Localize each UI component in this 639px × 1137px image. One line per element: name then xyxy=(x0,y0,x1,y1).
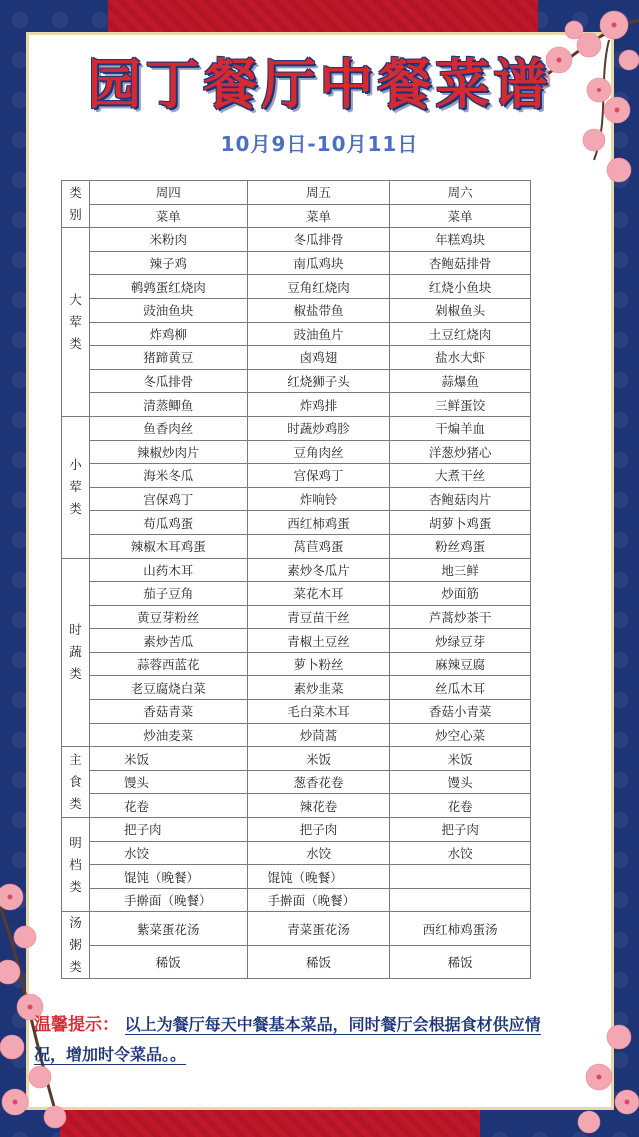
dish-cell: 大煮干丝 xyxy=(390,464,531,488)
dish-cell: 炸鸡排 xyxy=(247,393,390,417)
dish-cell: 豆角红烧肉 xyxy=(247,275,390,299)
category-char: 荤 xyxy=(69,314,82,330)
table-row xyxy=(62,945,531,979)
dish-cell: 莴苣鸡蛋 xyxy=(247,534,390,558)
bottom-red-band xyxy=(60,1107,480,1137)
dish-cell: 毛白菜木耳 xyxy=(247,700,390,724)
dish-cell: 麻辣豆腐 xyxy=(390,652,531,676)
table-row xyxy=(62,322,531,346)
day-header: 周五 xyxy=(247,181,390,205)
table-row xyxy=(62,464,531,488)
table-row xyxy=(62,652,531,676)
warm-tip xyxy=(34,1010,564,1069)
dish-cell: 辣子鸡 xyxy=(89,251,247,275)
category-header-char: 类 xyxy=(69,185,82,201)
dish-cell: 红烧狮子头 xyxy=(247,369,390,393)
category-cell xyxy=(62,416,90,558)
category-cell xyxy=(62,558,90,747)
dish-cell: 水饺 xyxy=(247,841,390,865)
dish-cell: 米饭 xyxy=(390,747,531,771)
category-char: 大 xyxy=(69,292,82,308)
category-char: 时 xyxy=(69,622,82,638)
dish-cell: 把子肉 xyxy=(390,818,531,842)
menu-subheader: 菜单 xyxy=(247,204,390,228)
table-row xyxy=(62,440,531,464)
dish-cell: 素炒苦瓜 xyxy=(89,629,247,653)
dish-cell: 菜花木耳 xyxy=(247,582,390,606)
category-char: 类 xyxy=(69,501,82,517)
category-char: 荤 xyxy=(69,479,82,495)
dish-cell: 稀饭 xyxy=(390,945,531,979)
category-char: 类 xyxy=(69,959,82,975)
table-row xyxy=(62,369,531,393)
table-row xyxy=(62,841,531,865)
dish-cell: 南瓜鸡块 xyxy=(247,251,390,275)
dish-cell: 萝卜粉丝 xyxy=(247,652,390,676)
table-row xyxy=(62,912,531,946)
dish-cell: 把子肉 xyxy=(89,818,247,842)
dish-cell: 杏鲍菇肉片 xyxy=(390,487,531,511)
table-row xyxy=(62,511,531,535)
dish-cell xyxy=(390,888,531,912)
category-char: 食 xyxy=(69,774,82,790)
dish-cell: 地三鲜 xyxy=(390,558,531,582)
dish-cell: 水饺 xyxy=(390,841,531,865)
table-row xyxy=(62,346,531,370)
dish-cell: 冬瓜排骨 xyxy=(89,369,247,393)
dish-cell: 豆角肉丝 xyxy=(247,440,390,464)
dish-cell: 山药木耳 xyxy=(89,558,247,582)
dish-cell: 炒茼蒿 xyxy=(247,723,390,747)
dish-cell: 洋葱炒猪心 xyxy=(390,440,531,464)
dish-cell: 茄子豆角 xyxy=(89,582,247,606)
category-char: 主 xyxy=(69,752,82,768)
category-char: 明 xyxy=(69,834,82,850)
dish-cell: 炒面筋 xyxy=(390,582,531,606)
dish-cell: 馄饨（晚餐） xyxy=(89,865,247,889)
dish-cell: 老豆腐烧白菜 xyxy=(89,676,247,700)
dish-cell: 馒头 xyxy=(89,770,247,794)
dish-cell: 干煸羊血 xyxy=(390,416,531,440)
table-row xyxy=(62,298,531,322)
category-char: 小 xyxy=(69,457,82,473)
table-row xyxy=(62,794,531,818)
dish-cell: 稀饭 xyxy=(89,945,247,979)
category-cell xyxy=(62,912,90,979)
dish-cell: 土豆红烧肉 xyxy=(390,322,531,346)
dish-cell: 三鲜蛋饺 xyxy=(390,393,531,417)
dish-cell: 海米冬瓜 xyxy=(89,464,247,488)
table-row xyxy=(62,487,531,511)
dish-cell: 紫菜蛋花汤 xyxy=(89,912,247,946)
dish-cell: 辣花卷 xyxy=(247,794,390,818)
table-row xyxy=(62,747,531,771)
dish-cell: 芦蒿炒茶干 xyxy=(390,605,531,629)
dish-cell: 蒜蓉西蓝花 xyxy=(89,652,247,676)
table-row xyxy=(62,770,531,794)
dish-cell: 炸鸡柳 xyxy=(89,322,247,346)
table-row xyxy=(62,251,531,275)
table-row xyxy=(62,676,531,700)
dish-cell: 炒空心菜 xyxy=(390,723,531,747)
table-row xyxy=(62,865,531,889)
dish-cell: 青豆苗干丝 xyxy=(247,605,390,629)
dish-cell: 红烧小鱼块 xyxy=(390,275,531,299)
table-row xyxy=(62,818,531,842)
table-row xyxy=(62,582,531,606)
dish-cell: 宫保鸡丁 xyxy=(89,487,247,511)
day-header: 周四 xyxy=(89,181,247,205)
table-row xyxy=(62,228,531,252)
dish-cell: 清蒸鲫鱼 xyxy=(89,393,247,417)
category-char: 类 xyxy=(69,878,82,894)
dish-cell: 冬瓜排骨 xyxy=(247,228,390,252)
dish-cell: 稀饭 xyxy=(247,945,390,979)
dish-cell: 鹌鹑蛋红烧肉 xyxy=(89,275,247,299)
menu-subheader: 菜单 xyxy=(390,204,531,228)
dish-cell: 宫保鸡丁 xyxy=(247,464,390,488)
dish-cell: 豉油鱼块 xyxy=(89,298,247,322)
dish-cell: 椒盐带鱼 xyxy=(247,298,390,322)
category-char: 档 xyxy=(69,856,82,872)
dish-cell: 米饭 xyxy=(247,747,390,771)
table-row xyxy=(62,534,531,558)
category-cell xyxy=(62,818,90,912)
table-row xyxy=(62,416,531,440)
dish-cell: 素炒冬瓜片 xyxy=(247,558,390,582)
dish-cell: 米粉肉 xyxy=(89,228,247,252)
top-red-band xyxy=(108,0,538,34)
dish-cell: 辣椒木耳鸡蛋 xyxy=(89,534,247,558)
dish-cell: 猪蹄黄豆 xyxy=(89,346,247,370)
category-char: 类 xyxy=(69,336,82,352)
header-row-menu xyxy=(62,204,531,228)
dish-cell xyxy=(390,865,531,889)
dish-cell: 手擀面（晚餐） xyxy=(89,888,247,912)
dish-cell: 鱼香肉丝 xyxy=(89,416,247,440)
table-row xyxy=(62,393,531,417)
dish-cell: 辣椒炒肉片 xyxy=(89,440,247,464)
dish-cell: 青椒土豆丝 xyxy=(247,629,390,653)
category-cell xyxy=(62,228,90,417)
page-title: 园丁餐厅中餐菜谱 xyxy=(87,53,552,116)
dish-cell: 蒜爆鱼 xyxy=(390,369,531,393)
dish-cell: 米饭 xyxy=(89,747,247,771)
dish-cell: 卤鸡翅 xyxy=(247,346,390,370)
table-row xyxy=(62,723,531,747)
dish-cell: 青菜蛋花汤 xyxy=(247,912,390,946)
dish-cell: 西红柿鸡蛋汤 xyxy=(390,912,531,946)
header-row-days xyxy=(62,181,531,205)
dish-cell: 粉丝鸡蛋 xyxy=(390,534,531,558)
category-header xyxy=(62,181,90,228)
date-range: 10月9日-10月11日 xyxy=(220,132,419,156)
dish-cell: 年糕鸡块 xyxy=(390,228,531,252)
day-header: 周六 xyxy=(390,181,531,205)
dish-cell: 把子肉 xyxy=(247,818,390,842)
table-row xyxy=(62,558,531,582)
dish-cell: 香菇青菜 xyxy=(89,700,247,724)
dish-cell: 香菇小青菜 xyxy=(390,700,531,724)
dish-cell: 炒绿豆芽 xyxy=(390,629,531,653)
dish-cell: 时蔬炒鸡胗 xyxy=(247,416,390,440)
category-char: 汤 xyxy=(69,915,82,931)
dish-cell: 馒头 xyxy=(390,770,531,794)
category-char: 类 xyxy=(69,796,82,812)
table-row xyxy=(62,629,531,653)
table-row xyxy=(62,275,531,299)
category-char: 蔬 xyxy=(69,644,82,660)
category-char: 类 xyxy=(69,666,82,682)
table-row xyxy=(62,700,531,724)
dish-cell: 葱香花卷 xyxy=(247,770,390,794)
dish-cell: 西红柿鸡蛋 xyxy=(247,511,390,535)
category-char: 粥 xyxy=(69,937,82,953)
category-header-char: 别 xyxy=(69,207,82,223)
table-row xyxy=(62,605,531,629)
dish-cell: 素炒韭菜 xyxy=(247,676,390,700)
dish-cell: 剁椒鱼头 xyxy=(390,298,531,322)
dish-cell: 盐水大虾 xyxy=(390,346,531,370)
menu-table xyxy=(61,180,531,979)
dish-cell: 炸响铃 xyxy=(247,487,390,511)
dish-cell: 杏鲍菇排骨 xyxy=(390,251,531,275)
dish-cell: 花卷 xyxy=(390,794,531,818)
dish-cell: 花卷 xyxy=(89,794,247,818)
dish-cell: 黄豆芽粉丝 xyxy=(89,605,247,629)
dish-cell: 苟瓜鸡蛋 xyxy=(89,511,247,535)
dish-cell: 炒油麦菜 xyxy=(89,723,247,747)
dish-cell: 胡萝卜鸡蛋 xyxy=(390,511,531,535)
dish-cell: 手擀面（晚餐） xyxy=(247,888,390,912)
dish-cell: 水饺 xyxy=(89,841,247,865)
tip-text: 以上为餐厅每天中餐基本菜品，同时餐厅会根据食材供应情况，增加时令菜品。。 xyxy=(34,1015,541,1064)
menu-subheader: 菜单 xyxy=(89,204,247,228)
category-cell xyxy=(62,747,90,818)
tip-label: 温馨提示： xyxy=(34,1015,119,1035)
dish-cell: 豉油鱼片 xyxy=(247,322,390,346)
dish-cell: 馄饨（晚餐） xyxy=(247,865,390,889)
dish-cell: 丝瓜木耳 xyxy=(390,676,531,700)
table-row xyxy=(62,888,531,912)
